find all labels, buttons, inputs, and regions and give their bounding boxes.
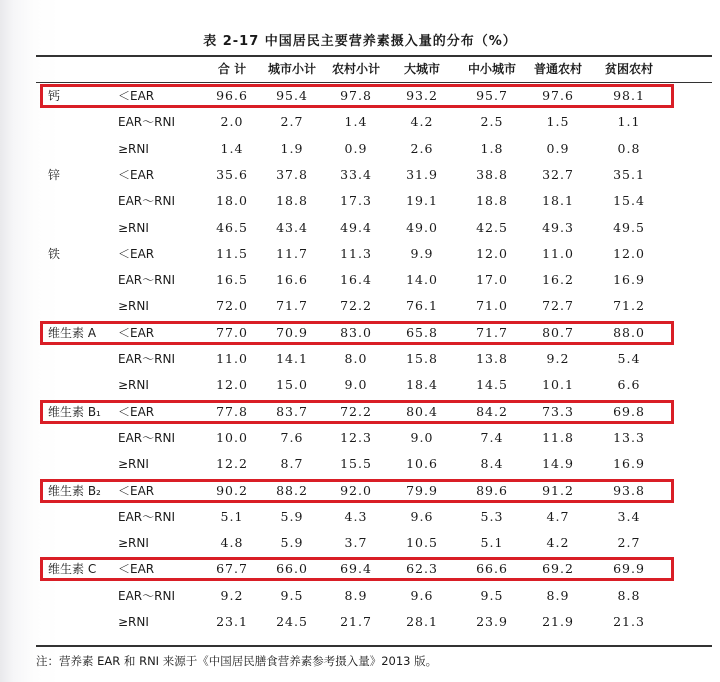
value-cell: 72.2 xyxy=(340,403,372,419)
value-cell: 10.5 xyxy=(406,535,438,551)
table-row xyxy=(0,530,720,556)
value-cell: 83.7 xyxy=(276,403,308,419)
value-cell: 2.7 xyxy=(280,114,304,130)
value-cell: 69.4 xyxy=(340,561,372,577)
value-cell: 49.4 xyxy=(340,219,372,235)
value-cell: 66.6 xyxy=(476,561,508,577)
value-cell: 23.1 xyxy=(216,614,248,629)
value-cell: 12.3 xyxy=(340,429,372,445)
value-cell: 80.4 xyxy=(406,403,438,419)
value-cell: 12.0 xyxy=(476,245,508,261)
value-cell: 32.7 xyxy=(542,166,574,182)
value-cell: 62.3 xyxy=(406,561,438,577)
value-cell: 23.9 xyxy=(476,614,508,629)
value-cell: 73.3 xyxy=(542,403,574,419)
value-cell: 76.1 xyxy=(406,298,438,314)
value-cell: 16.2 xyxy=(542,272,574,288)
value-cell: 11.3 xyxy=(340,245,372,261)
value-cell: 8.8 xyxy=(617,587,641,603)
value-cell: 13.8 xyxy=(476,351,508,366)
value-cell: 4.7 xyxy=(546,508,570,524)
value-cell: 16.9 xyxy=(613,456,645,472)
value-cell: 18.8 xyxy=(476,193,508,209)
value-cell: 5.9 xyxy=(280,535,304,551)
value-cell: 3.4 xyxy=(617,508,641,524)
value-cell: 18.8 xyxy=(276,193,308,209)
value-cell: 24.5 xyxy=(276,614,308,629)
value-cell: 8.0 xyxy=(344,351,368,366)
value-cell: 88.2 xyxy=(276,482,308,498)
column-header: 大城市 xyxy=(403,62,440,76)
table-row xyxy=(0,267,720,293)
value-cell: 6.6 xyxy=(617,377,641,393)
value-cell: 16.5 xyxy=(216,272,248,288)
column-header: 城市小计 xyxy=(267,62,316,76)
value-cell: 42.5 xyxy=(476,219,508,235)
row-highlight-box xyxy=(40,321,674,345)
value-cell: 5.1 xyxy=(480,535,504,551)
value-cell: 69.2 xyxy=(542,561,574,577)
table-row xyxy=(0,451,720,477)
value-cell: 12.2 xyxy=(216,456,248,472)
value-cell: 8.9 xyxy=(546,587,570,603)
top-rule xyxy=(36,55,712,57)
value-cell: 97.6 xyxy=(542,88,574,103)
nutrient-label: 维生素 B₁ xyxy=(48,404,101,419)
intake-level-label: ≥RNI xyxy=(118,615,149,629)
value-cell: 8.7 xyxy=(280,456,304,472)
row-highlight-box xyxy=(40,84,674,108)
value-cell: 18.0 xyxy=(216,193,248,209)
intake-level-label: ＜EAR xyxy=(118,167,155,182)
value-cell: 10.1 xyxy=(542,377,574,393)
intake-level-label: EAR～RNI xyxy=(118,273,175,288)
value-cell: 18.4 xyxy=(406,377,438,393)
value-cell: 71.2 xyxy=(613,298,645,314)
value-cell: 49.0 xyxy=(406,219,438,235)
value-cell: 80.7 xyxy=(542,324,574,340)
value-cell: 1.4 xyxy=(344,114,368,130)
value-cell: 13.3 xyxy=(613,429,645,445)
value-cell: 1.5 xyxy=(546,114,570,130)
value-cell: 93.2 xyxy=(406,88,438,103)
value-cell: 2.0 xyxy=(220,114,244,130)
value-cell: 8.4 xyxy=(480,456,504,472)
value-cell: 67.7 xyxy=(216,561,248,577)
value-cell: 71.0 xyxy=(476,298,508,314)
value-cell: 77.8 xyxy=(216,403,248,419)
intake-level-label: ≥RNI xyxy=(118,457,149,472)
value-cell: 15.4 xyxy=(613,193,645,209)
value-cell: 16.6 xyxy=(276,272,308,288)
value-cell: 0.8 xyxy=(617,140,641,156)
value-cell: 14.9 xyxy=(542,456,574,472)
value-cell: 49.3 xyxy=(542,219,574,235)
intake-level-label: ≥RNI xyxy=(118,220,149,235)
value-cell: 4.2 xyxy=(410,114,434,130)
column-header: 贫困农村 xyxy=(604,62,653,76)
intake-level-label: ≥RNI xyxy=(118,536,149,551)
value-cell: 9.5 xyxy=(480,587,504,603)
value-cell: 37.8 xyxy=(276,166,308,182)
table-row xyxy=(0,504,720,530)
value-cell: 31.9 xyxy=(406,166,438,182)
value-cell: 18.1 xyxy=(542,193,574,209)
value-cell: 9.9 xyxy=(410,245,434,261)
value-cell: 90.2 xyxy=(216,482,248,498)
nutrient-label: 铁 xyxy=(48,246,61,261)
bottom-rule xyxy=(36,645,712,647)
value-cell: 17.3 xyxy=(340,193,372,209)
intake-level-label: ≥RNI xyxy=(118,141,149,156)
value-cell: 35.6 xyxy=(216,166,248,182)
value-cell: 71.7 xyxy=(476,324,508,340)
table-row xyxy=(0,136,720,162)
row-highlight-box xyxy=(40,479,674,503)
column-header: 普通农村 xyxy=(533,62,582,76)
value-cell: 12.0 xyxy=(216,377,248,393)
value-cell: 98.1 xyxy=(613,88,645,103)
table-row xyxy=(0,609,720,635)
value-cell: 95.7 xyxy=(476,88,508,103)
intake-level-label: EAR～RNI xyxy=(118,509,175,524)
value-cell: 71.7 xyxy=(276,298,308,314)
value-cell: 9.6 xyxy=(410,587,434,603)
value-cell: 9.2 xyxy=(546,351,570,366)
column-header: 合 计 xyxy=(217,62,247,76)
intake-level-label: ＜EAR xyxy=(118,325,155,340)
nutrient-label: 锌 xyxy=(48,167,61,182)
value-cell: 5.3 xyxy=(480,508,504,524)
intake-level-label: EAR～RNI xyxy=(118,352,175,366)
table-row xyxy=(0,293,720,319)
intake-level-label: EAR～RNI xyxy=(118,430,175,445)
value-cell: 84.2 xyxy=(476,403,508,419)
value-cell: 21.9 xyxy=(542,614,574,629)
value-cell: 7.6 xyxy=(280,429,304,445)
intake-level-label: ＜EAR xyxy=(118,404,155,419)
value-cell: 0.9 xyxy=(546,140,570,156)
value-cell: 1.1 xyxy=(617,114,641,130)
table-row xyxy=(0,372,720,398)
value-cell: 66.0 xyxy=(276,561,308,577)
value-cell: 69.9 xyxy=(613,561,645,577)
nutrient-label: 维生素 C xyxy=(48,562,97,577)
value-cell: 9.2 xyxy=(220,587,244,603)
intake-level-label: ≥RNI xyxy=(118,378,149,393)
column-header: 农村小计 xyxy=(331,62,380,76)
value-cell: 89.6 xyxy=(476,482,508,498)
value-cell: 0.9 xyxy=(344,140,368,156)
value-cell: 10.0 xyxy=(216,429,248,445)
table-row xyxy=(0,425,720,451)
value-cell: 70.9 xyxy=(276,324,308,340)
value-cell: 95.4 xyxy=(276,88,308,103)
intake-level-label: ≥RNI xyxy=(118,299,149,314)
value-cell: 16.9 xyxy=(613,272,645,288)
value-cell: 88.0 xyxy=(613,324,645,340)
value-cell: 92.0 xyxy=(340,482,372,498)
intake-level-label: ＜EAR xyxy=(118,246,155,261)
value-cell: 16.4 xyxy=(340,272,372,288)
table-header xyxy=(0,58,720,80)
value-cell: 11.8 xyxy=(542,429,574,445)
intake-level-label: EAR～RNI xyxy=(118,588,175,603)
intake-level-label: EAR～RNI xyxy=(118,194,175,209)
intake-level-label: ＜EAR xyxy=(118,562,155,577)
value-cell: 2.7 xyxy=(617,535,641,551)
value-cell: 21.7 xyxy=(340,614,372,629)
value-cell: 93.8 xyxy=(613,482,645,498)
value-cell: 10.6 xyxy=(406,456,438,472)
value-cell: 17.0 xyxy=(476,272,508,288)
intake-level-label: ＜EAR xyxy=(118,89,155,103)
value-cell: 4.3 xyxy=(344,508,368,524)
value-cell: 8.9 xyxy=(344,587,368,603)
intake-level-label: ＜EAR xyxy=(118,483,155,498)
value-cell: 7.4 xyxy=(480,429,504,445)
value-cell: 5.1 xyxy=(220,508,244,524)
value-cell: 5.9 xyxy=(280,508,304,524)
value-cell: 35.1 xyxy=(613,166,645,182)
value-cell: 79.9 xyxy=(406,482,438,498)
table-row xyxy=(0,188,720,214)
table-row xyxy=(0,162,720,188)
value-cell: 5.4 xyxy=(617,351,641,366)
table-row xyxy=(0,241,720,267)
row-highlight-box xyxy=(40,400,674,424)
value-cell: 11.0 xyxy=(542,245,574,261)
value-cell: 14.1 xyxy=(276,351,308,366)
table-row xyxy=(0,583,720,609)
value-cell: 69.8 xyxy=(613,403,645,419)
row-highlight-box xyxy=(40,557,674,581)
value-cell: 1.8 xyxy=(480,140,504,156)
value-cell: 9.0 xyxy=(410,429,434,445)
value-cell: 91.2 xyxy=(542,482,574,498)
value-cell: 15.8 xyxy=(406,351,438,366)
value-cell: 2.5 xyxy=(480,114,504,130)
value-cell: 14.5 xyxy=(476,377,508,393)
value-cell: 83.0 xyxy=(340,324,372,340)
value-cell: 9.0 xyxy=(344,377,368,393)
table-row xyxy=(0,109,720,135)
value-cell: 1.9 xyxy=(280,140,304,156)
value-cell: 28.1 xyxy=(406,614,438,629)
value-cell: 96.6 xyxy=(216,88,248,103)
value-cell: 4.2 xyxy=(546,535,570,551)
value-cell: 72.7 xyxy=(542,298,574,314)
value-cell: 9.6 xyxy=(410,508,434,524)
nutrient-label: 钙 xyxy=(48,89,61,103)
value-cell: 11.0 xyxy=(216,351,248,366)
table-note: 注：营养素 EAR 和 RNI 来源于《中国居民膳食营养素参考摄入量》2013 版。 xyxy=(36,654,438,668)
value-cell: 3.7 xyxy=(344,535,368,551)
value-cell: 1.4 xyxy=(220,140,244,156)
value-cell: 12.0 xyxy=(613,245,645,261)
value-cell: 77.0 xyxy=(216,324,248,340)
value-cell: 49.5 xyxy=(613,219,645,235)
value-cell: 65.8 xyxy=(406,324,438,340)
value-cell: 46.5 xyxy=(216,219,248,235)
value-cell: 21.3 xyxy=(613,614,645,629)
value-cell: 15.0 xyxy=(276,377,308,393)
intake-level-label: EAR～RNI xyxy=(118,115,175,130)
value-cell: 11.7 xyxy=(276,245,308,261)
table-row xyxy=(0,346,720,372)
nutrient-label: 维生素 B₂ xyxy=(48,483,101,498)
value-cell: 72.0 xyxy=(216,298,248,314)
table-row xyxy=(0,215,720,241)
value-cell: 2.6 xyxy=(410,140,434,156)
value-cell: 97.8 xyxy=(340,88,372,103)
value-cell: 43.4 xyxy=(276,219,308,235)
table-title: 表 2-17 中国居民主要营养素摄入量的分布（%） xyxy=(203,34,517,49)
column-header: 中小城市 xyxy=(467,62,516,76)
value-cell: 14.0 xyxy=(406,272,438,288)
value-cell: 19.1 xyxy=(406,193,438,209)
value-cell: 15.5 xyxy=(340,456,372,472)
value-cell: 38.8 xyxy=(476,166,508,182)
value-cell: 33.4 xyxy=(340,166,372,182)
value-cell: 72.2 xyxy=(340,298,372,314)
value-cell: 4.8 xyxy=(220,535,244,551)
value-cell: 9.5 xyxy=(280,587,304,603)
value-cell: 11.5 xyxy=(216,245,248,261)
nutrient-label: 维生素 A xyxy=(48,325,97,340)
